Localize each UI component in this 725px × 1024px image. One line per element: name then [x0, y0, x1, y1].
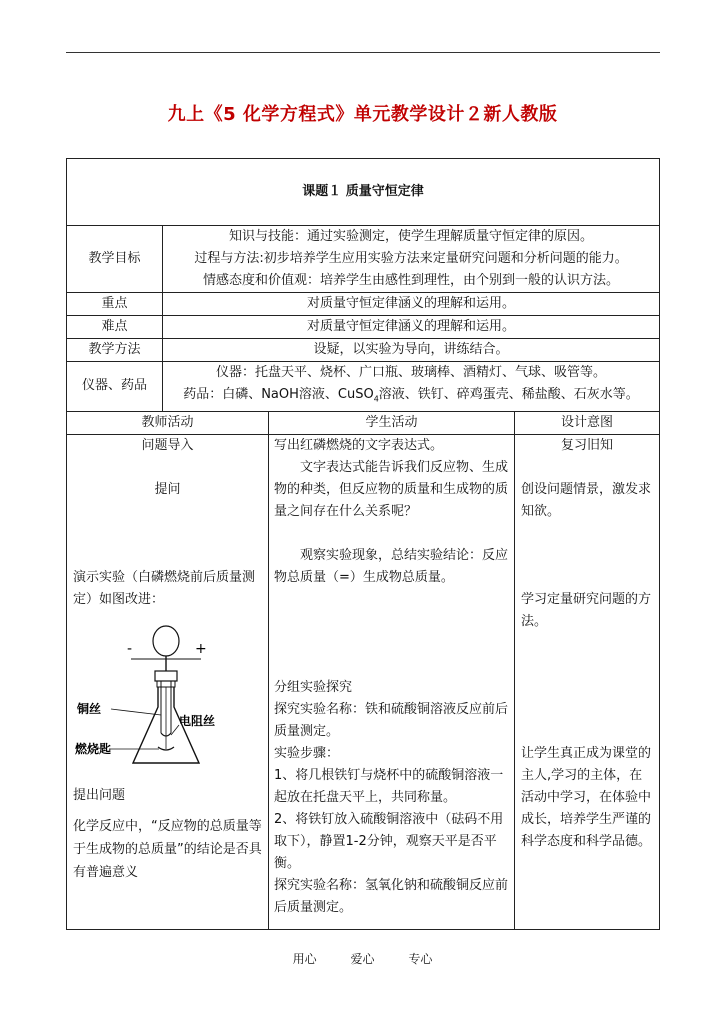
design-student-centered: 让学生真正成为课堂的主人,学习的主体，在活动中学习，在体验中成长，培养学生严谨的科学态度和科学品德。	[521, 745, 652, 849]
col-student-activity: 学生活动	[269, 411, 515, 434]
objectives-label: 教学目标	[67, 226, 163, 293]
key-point: 对质量守恒定律涵义的理解和运用。	[163, 293, 660, 316]
teacher-demo: 演示实验（白磷燃烧前后质量测定）如图改进：	[73, 569, 256, 607]
footer-word-3: 专心	[408, 952, 433, 966]
student-steps-label: 实验步骤：	[274, 745, 340, 761]
teacher-raise-question: 提出问题	[73, 787, 126, 803]
teaching-method: 设疑，以实验为导向，讲练结合。	[163, 339, 660, 362]
student-step-1: 写出红磷燃烧的文字表达式。	[274, 437, 444, 453]
page-footer	[0, 950, 725, 967]
header-rule	[66, 52, 660, 53]
key-point-row	[67, 293, 660, 316]
student-step-2: 文字表达式能告诉我们反应物、生成物的种类，但反应物的质量和生成物的质量之间存在什么关系呢？	[274, 459, 509, 519]
materials-label: 仪器、药品	[67, 362, 163, 412]
method-label: 教学方法	[67, 339, 163, 362]
student-step-3: 观察实验现象，总结实验结论：反应物总质量（=）生成物总质量。	[274, 547, 509, 585]
method-row	[67, 339, 660, 362]
student-group-explore: 分组实验探究	[274, 679, 353, 695]
design-quantitative: 学习定量研究问题的方法。	[521, 591, 652, 629]
teacher-intro: 问题导入	[141, 437, 194, 453]
figure-minus-sign: -	[127, 640, 133, 657]
label-copper-wire: 铜丝	[77, 701, 102, 716]
label-combustion-spoon: 燃烧匙	[75, 741, 112, 756]
key-label: 重点	[67, 293, 163, 316]
teacher-question: 化学反应中，“反应物的总质量等于生成物的总质量”的结论是否具有普遍意义	[73, 818, 262, 880]
objective-knowledge: 知识与技能：通过实验测定，使学生理解质量守恒定律的原因。	[229, 229, 594, 244]
design-review: 复习旧知	[561, 437, 614, 453]
topic-row	[67, 159, 660, 226]
difficult-label: 难点	[67, 316, 163, 339]
difficult-point: 对质量守恒定律涵义的理解和运用。	[163, 316, 660, 339]
design-scenario: 创设问题情景，激发求知欲。	[521, 481, 652, 519]
flask-neck	[157, 681, 175, 687]
objective-attitude: 情感态度和价值观：培养学生由感性到理性，由个别到一般的认识方法。	[203, 273, 620, 288]
objectives-row	[67, 226, 660, 293]
activity-row	[67, 434, 660, 929]
instruments-list: 仪器：托盘天平、烧杯、广口瓶、玻璃棒、酒精灯、气球、吸管等。	[216, 365, 607, 380]
student-experiment-name-2: 探究实验名称：氢氧化钠和硫酸铜反应前后质量测定。	[274, 877, 509, 915]
col-teacher-activity: 教师活动	[67, 411, 269, 434]
objective-process: 过程与方法:初步培养学生应用实验方法来定量研究问题和分析问题的能力。	[194, 251, 628, 266]
student-experiment-name-1: 探究实验名称：铁和硫酸铜溶液反应前后质量测定。	[274, 701, 509, 739]
document-title: 九上《5 化学方程式》单元教学设计２新人教版	[167, 104, 558, 125]
label-resistance-wire: 电阻丝	[179, 713, 216, 728]
difficult-point-row	[67, 316, 660, 339]
materials-row	[67, 362, 660, 412]
materials-cell	[163, 362, 660, 412]
column-header-row	[67, 411, 660, 434]
design-intent-cell	[515, 434, 660, 929]
objectives-cell	[163, 226, 660, 293]
balloon	[153, 626, 179, 656]
student-step-b: 2、将铁钉放入硫酸铜溶液中（砝码不用取下），静置1-2分钟，观察天平是否平衡。	[274, 811, 504, 871]
footer-word-2: 爱心	[350, 952, 375, 966]
footer-word-1: 用心	[292, 952, 317, 966]
resistance-pointer	[171, 725, 179, 735]
student-activity-cell	[269, 434, 515, 929]
teacher-ask: 提问	[154, 481, 181, 497]
stopper	[155, 671, 177, 681]
figure-plus-sign: +	[195, 640, 207, 657]
lesson-topic: 课题１ 质量守恒定律	[67, 159, 660, 226]
experiment-figure	[75, 615, 225, 775]
reagents-list: 药品：白磷、NaOH溶液、CuSO$_4$溶液、铁钉、碎鸡蛋壳、稀盐酸、石灰水等。	[183, 387, 639, 404]
teacher-activity-cell	[67, 434, 269, 929]
lesson-plan-table	[66, 158, 660, 930]
copper-wire-pointer	[111, 709, 161, 715]
col-design-intent: 设计意图	[515, 411, 660, 434]
student-step-a: 1、将几根铁钉与烧杯中的硫酸铜溶液一起放在托盘天平上，共同称量。	[274, 767, 504, 805]
